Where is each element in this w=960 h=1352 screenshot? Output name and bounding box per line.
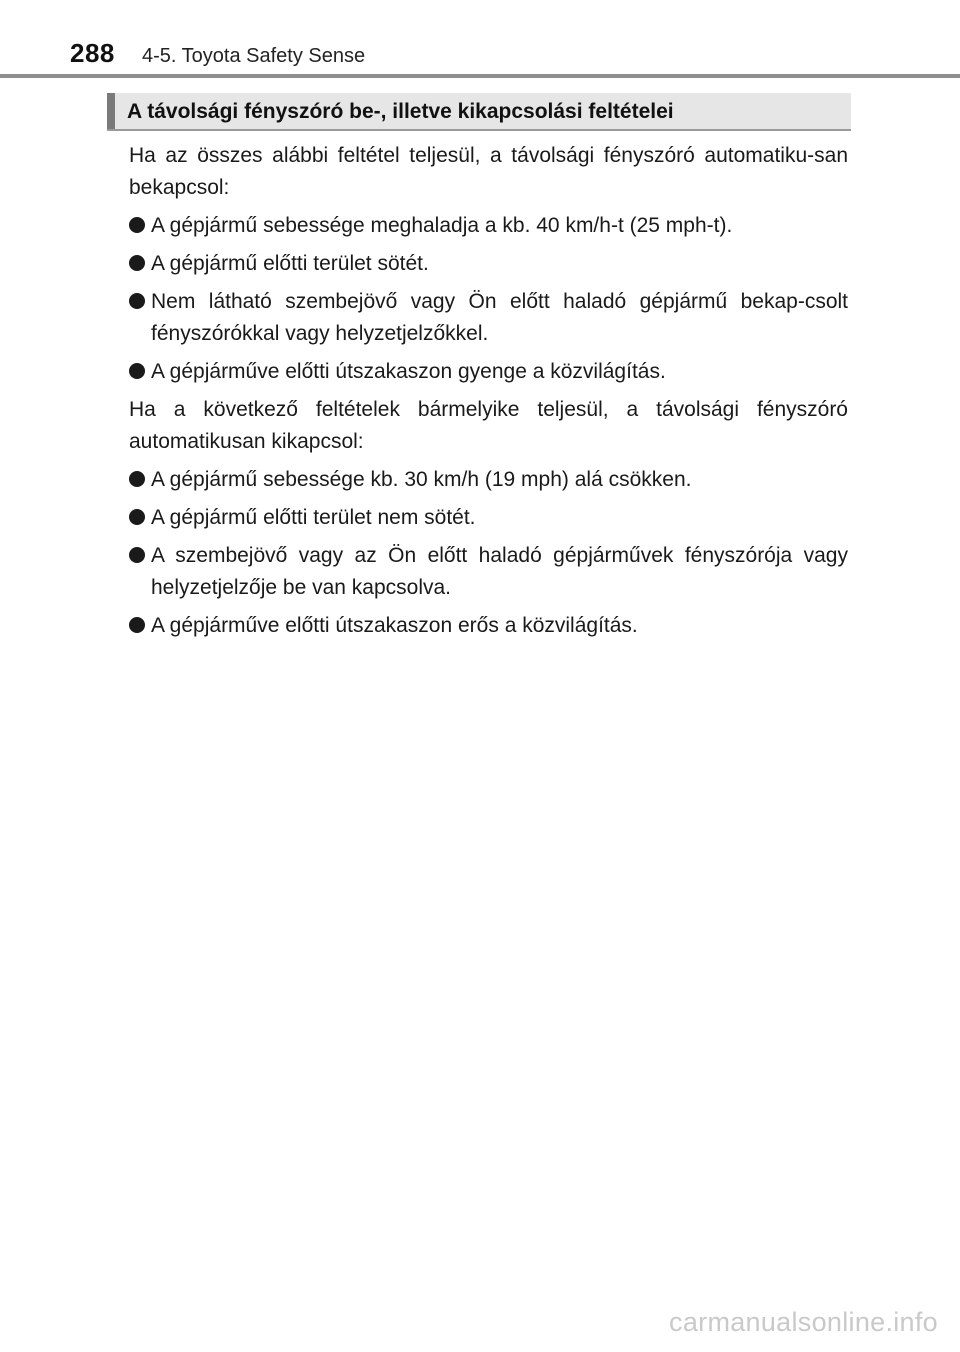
watermark: carmanualsonline.info	[669, 1307, 938, 1337]
list-item	[129, 502, 848, 534]
list-item-text: Nem látható szembejövő vagy Ön előtt haladó gépjármű bekap-csolt fényszórókkal vagy helyzetjelzőkkel.	[151, 290, 848, 345]
list-item-text: A gépjármű sebessége kb. 30 km/h (19 mph) alá csökken.	[151, 468, 692, 491]
bullet-icon	[129, 217, 145, 233]
bullet-icon	[129, 293, 145, 309]
subsection-heading	[107, 93, 851, 131]
bullet-icon	[129, 617, 145, 633]
bullet-icon	[129, 471, 145, 487]
list-item-text: A gépjárműve előtti útszakaszon gyenge a közvilágítás.	[151, 360, 666, 383]
list-item	[129, 286, 848, 350]
list-item	[129, 356, 848, 388]
list-item	[129, 540, 848, 604]
page-number: 288	[70, 38, 115, 68]
list-item	[129, 210, 848, 242]
bullet-icon	[129, 363, 145, 379]
list-item-text: A gépjárműve előtti útszakaszon erős a közvilágítás.	[151, 614, 638, 637]
bullet-icon	[129, 255, 145, 271]
list-item-text: A szembejövő vagy az Ön előtt haladó gépjárművek fényszórója vagy helyzetjelzője be van kapcsolva.	[151, 544, 848, 599]
bullet-icon	[129, 509, 145, 525]
subsection-heading-underline	[107, 129, 851, 131]
list-item-text: A gépjármű előtti terület sötét.	[151, 252, 429, 275]
switch-on-conditions-list	[129, 210, 848, 388]
header-divider	[0, 74, 960, 78]
switch-off-conditions-list	[129, 464, 848, 642]
list-item-text: A gépjármű sebessége meghaladja a kb. 40 km/h-t (25 mph-t).	[151, 214, 733, 237]
main-content	[129, 140, 848, 648]
switch-on-intro: Ha az összes alábbi feltétel teljesül, a távolsági fényszóró automatiku-san bekapcsol:	[129, 144, 848, 199]
switch-off-intro: Ha a következő feltételek bármelyike teljesül, a távolsági fényszóró automatikusan kikapcsol:	[129, 398, 848, 453]
list-item	[129, 610, 848, 642]
section-title: 4-5. Toyota Safety Sense	[142, 45, 366, 67]
bullet-icon	[129, 547, 145, 563]
page-header	[0, 0, 960, 80]
subsection-heading-text: A távolsági fényszóró be-, illetve kikapcsolási feltételei	[127, 100, 674, 123]
list-item	[129, 464, 848, 496]
list-item	[129, 248, 848, 280]
list-item-text: A gépjármű előtti terület nem sötét.	[151, 506, 476, 529]
